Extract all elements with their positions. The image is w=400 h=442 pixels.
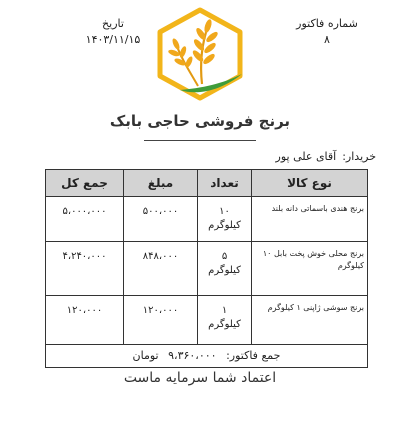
quantity-cell — [198, 197, 252, 242]
price-cell: ۸۴۸،۰۰۰ — [124, 242, 198, 296]
total-cell: ۴،۲۴۰،۰۰۰ — [46, 242, 124, 296]
date-value: ۱۴۰۳/۱۱/۱۵ — [85, 33, 141, 46]
invoice-total-row — [46, 345, 368, 368]
quantity-unit: کیلوگرم — [208, 220, 241, 231]
buyer-name: آقای علی پور — [275, 150, 337, 163]
quantity-value: ۱ — [221, 305, 228, 316]
total-cell: ۱۲۰،۰۰۰ — [46, 296, 124, 345]
wheat-hexagon-logo-icon — [150, 4, 250, 104]
buyer-label: خریدار: — [342, 150, 376, 163]
quantity-unit: کیلوگرم — [208, 319, 241, 330]
date-label: تاریخ — [102, 17, 124, 30]
invoice-total-value: ۹،۳۶۰،۰۰۰ — [168, 349, 217, 362]
table-row — [46, 296, 368, 345]
closing-note: اعتماد شما سرمایه ماست — [123, 370, 277, 386]
quantity-cell — [198, 242, 252, 296]
price-cell: ۱۲۰،۰۰۰ — [124, 296, 198, 345]
column-header-quantity: تعداد — [198, 170, 252, 197]
quantity-value: ۱۰ — [219, 206, 230, 217]
product-cell: برنج سوشی ژاپنی ۱ کیلوگرم — [252, 296, 368, 345]
column-header-total: جمع کل — [46, 170, 124, 197]
invoice-total-currency: تومان — [132, 349, 159, 362]
column-header-product: نوع کالا — [252, 170, 368, 197]
title-divider — [144, 140, 256, 141]
invoice-number-label: شماره فاکتور — [296, 17, 358, 30]
table-row — [46, 197, 368, 242]
product-cell: برنج هندی باسماتی دانه بلند — [252, 197, 368, 242]
column-header-price: مبلغ — [124, 170, 198, 197]
buyer-line — [200, 150, 376, 163]
invoice-items-table — [45, 169, 368, 368]
table-row — [46, 242, 368, 296]
store-name: برنج فروشی حاجی بابک — [109, 112, 291, 130]
wheat-icon — [167, 18, 219, 86]
quantity-cell — [198, 296, 252, 345]
quantity-unit: کیلوگرم — [208, 265, 241, 276]
invoice-total-label: جمع فاکتور: — [226, 349, 281, 362]
price-cell: ۵۰۰،۰۰۰ — [124, 197, 198, 242]
product-cell: برنج محلی خوش پخت بابل ۱۰ کیلوگرم — [252, 242, 368, 296]
invoice-number-block — [272, 16, 382, 48]
leaf-icon — [180, 74, 242, 92]
invoice-total-cell — [46, 345, 368, 368]
table-header-row — [46, 170, 368, 197]
total-cell: ۵،۰۰۰،۰۰۰ — [46, 197, 124, 242]
invoice-number-value: ۸ — [324, 33, 330, 46]
quantity-value: ۵ — [221, 251, 228, 262]
